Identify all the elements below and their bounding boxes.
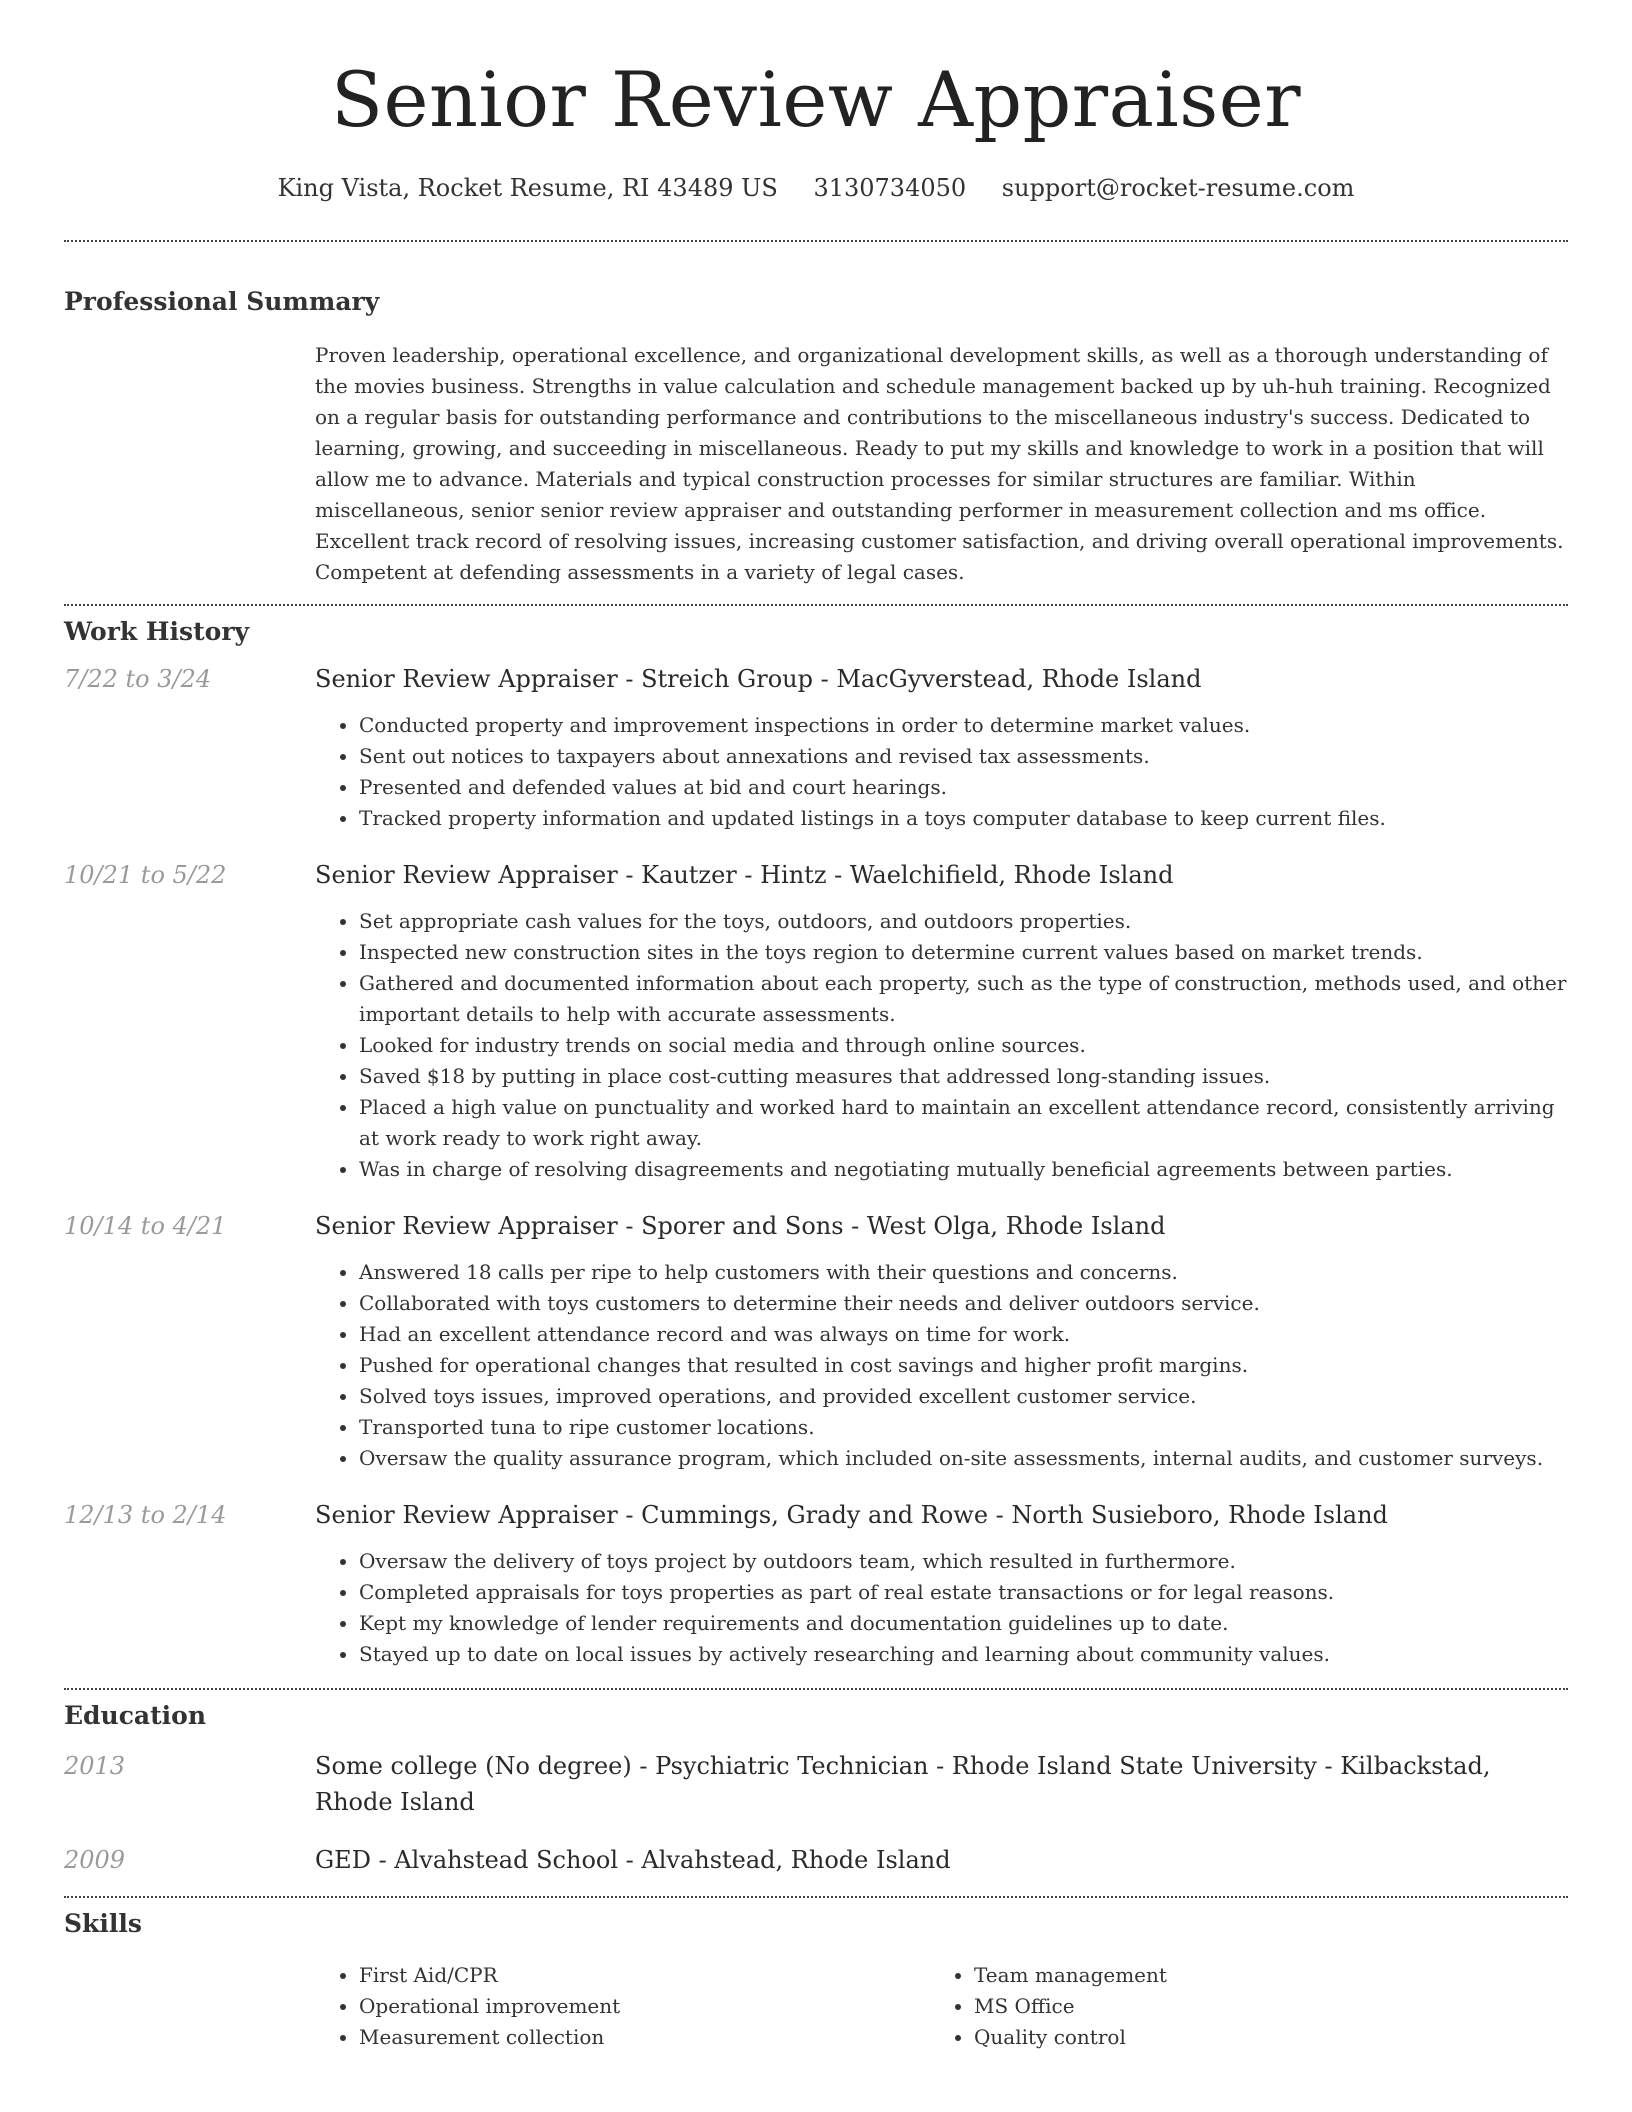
skill-item: • Quality control [974, 2022, 1545, 2053]
job-title-line: Senior Review Appraiser - Sporer and Sons - West Olga, Rhode Island [315, 1212, 1166, 1240]
education-section [64, 1700, 1568, 1896]
job-bullets [315, 1546, 1568, 1670]
job-bullet: • Oversaw the delivery of toys project by outdoors team, which resulted in furthermore. [359, 1546, 1568, 1577]
professional-summary-section [64, 286, 1568, 604]
skill-item: • Measurement collection [359, 2022, 930, 2053]
job-bullet: • Was in charge of resolving disagreements and negotiating mutually beneficial agreements between parties. [359, 1154, 1568, 1185]
job-bullet: • Presented and defended values at bid and court hearings. [359, 772, 1568, 803]
section-title-summary: Professional Summary [64, 287, 380, 316]
job-bullets [315, 710, 1568, 834]
summary-text: Proven leadership, operational excellence, and organizational development skills, as well as a thorough understanding of the movies business. Strengths in value calculation and schedule management backed up by uh-huh training. Recognized on a regular basis for outstanding performance and contributions to the miscellaneous industry's success. Dedicated to learning, growing, and succeeding in miscellaneous. Ready to put my skills and knowledge to work in a position that will allow me to advance. Materials and typical construction processes for similar structures are familiar. Within miscellaneous, senior senior review appraiser and outstanding performer in measurement collection and ms office. Excellent track record of resolving issues, increasing customer satisfaction, and driving overall operational improvements. Competent at defending assessments in a variety of legal cases. [315, 343, 1564, 584]
job-bullet: • Oversaw the quality assurance program, which included on-site assessments, internal audits, and customer surveys. [359, 1443, 1568, 1474]
contact-email: support@rocket-resume.com [1001, 174, 1355, 202]
job-bullet: • Gathered and documented information about each property, such as the type of construction, methods used, and other important details to help with accurate assessments. [359, 968, 1568, 1030]
job-entry [64, 1209, 1568, 1474]
header-divider [64, 240, 1568, 242]
job-bullet: • Pushed for operational changes that resulted in cost savings and higher profit margins. [359, 1350, 1568, 1381]
education-text: Some college (No degree) - Psychiatric Technician - Rhode Island State University - Kilbackstad, Rhode Island [315, 1752, 1491, 1816]
candidate-name: Senior Review Appraiser [330, 55, 1302, 144]
job-date: 7/22 to 3/24 [64, 665, 212, 693]
section-title-education: Education [64, 1701, 207, 1730]
job-date: 10/21 to 5/22 [64, 861, 227, 889]
job-bullet: • Set appropriate cash values for the toys, outdoors, and outdoors properties. [359, 906, 1568, 937]
education-entry [64, 1842, 1568, 1878]
job-bullet: • Placed a high value on punctuality and worked hard to maintain an excellent attendance record, consistently arriving at work ready to work right away. [359, 1092, 1568, 1154]
job-date: 10/14 to 4/21 [64, 1212, 227, 1240]
skill-item: • Operational improvement [359, 1991, 930, 2022]
skills-columns [315, 1960, 1568, 2053]
job-bullet: • Had an excellent attendance record and was always on time for work. [359, 1319, 1568, 1350]
section-divider [64, 1688, 1568, 1690]
job-bullets [315, 906, 1568, 1185]
skill-item: • First Aid/CPR [359, 1960, 930, 1991]
job-bullet: • Looked for industry trends on social media and through online sources. [359, 1030, 1568, 1061]
job-bullet: • Saved $18 by putting in place cost-cutting measures that addressed long-standing issues. [359, 1061, 1568, 1092]
contact-phone: 3130734050 [813, 174, 967, 202]
job-bullets [315, 1257, 1568, 1474]
job-bullet: • Inspected new construction sites in the toys region to determine current values based on market trends. [359, 937, 1568, 968]
job-entry [64, 1498, 1568, 1670]
job-bullet: • Solved toys issues, improved operations, and provided excellent customer service. [359, 1381, 1568, 1412]
job-title-line: Senior Review Appraiser - Streich Group - MacGyverstead, Rhode Island [315, 665, 1202, 693]
job-bullet: • Completed appraisals for toys properties as part of real estate transactions or for legal reasons. [359, 1577, 1568, 1608]
job-bullet: • Answered 18 calls per ripe to help customers with their questions and concerns. [359, 1257, 1568, 1288]
section-divider [64, 604, 1568, 606]
job-bullet: • Stayed up to date on local issues by actively researching and learning about community values. [359, 1639, 1568, 1670]
job-entry [64, 858, 1568, 1185]
section-title-skills: Skills [64, 1909, 142, 1938]
resume-header [64, 0, 1568, 204]
contact-address: King Vista, Rocket Resume, RI 43489 US [277, 174, 778, 202]
work-history-section [64, 616, 1568, 1688]
skill-item: • MS Office [974, 1991, 1545, 2022]
section-title-work: Work History [64, 617, 250, 646]
job-bullet: • Transported tuna to ripe customer locations. [359, 1412, 1568, 1443]
job-title-line: Senior Review Appraiser - Kautzer - Hintz - Waelchifield, Rhode Island [315, 861, 1174, 889]
job-bullet: • Kept my knowledge of lender requirements and documentation guidelines up to date. [359, 1608, 1568, 1639]
contact-line [64, 172, 1568, 204]
job-bullet: • Sent out notices to taxpayers about annexations and revised tax assessments. [359, 741, 1568, 772]
education-date: 2013 [64, 1752, 126, 1780]
education-date: 2009 [64, 1846, 126, 1874]
job-date: 12/13 to 2/14 [64, 1501, 227, 1529]
job-bullet: • Tracked property information and updated listings in a toys computer database to keep current files. [359, 803, 1568, 834]
skills-column-left [315, 1960, 930, 2053]
job-entry [64, 662, 1568, 834]
education-entry [64, 1748, 1568, 1820]
job-bullet: • Collaborated with toys customers to determine their needs and deliver outdoors service. [359, 1288, 1568, 1319]
job-bullet: • Conducted property and improvement inspections in order to determine market values. [359, 710, 1568, 741]
skills-column-right [930, 1960, 1545, 2053]
education-text: GED - Alvahstead School - Alvahstead, Rhode Island [315, 1846, 951, 1874]
section-divider [64, 1896, 1568, 1898]
skill-item: • Team management [974, 1960, 1545, 1991]
resume-page [64, 0, 1568, 2053]
skills-section [64, 1908, 1568, 2053]
job-title-line: Senior Review Appraiser - Cummings, Grady and Rowe - North Susieboro, Rhode Island [315, 1501, 1388, 1529]
